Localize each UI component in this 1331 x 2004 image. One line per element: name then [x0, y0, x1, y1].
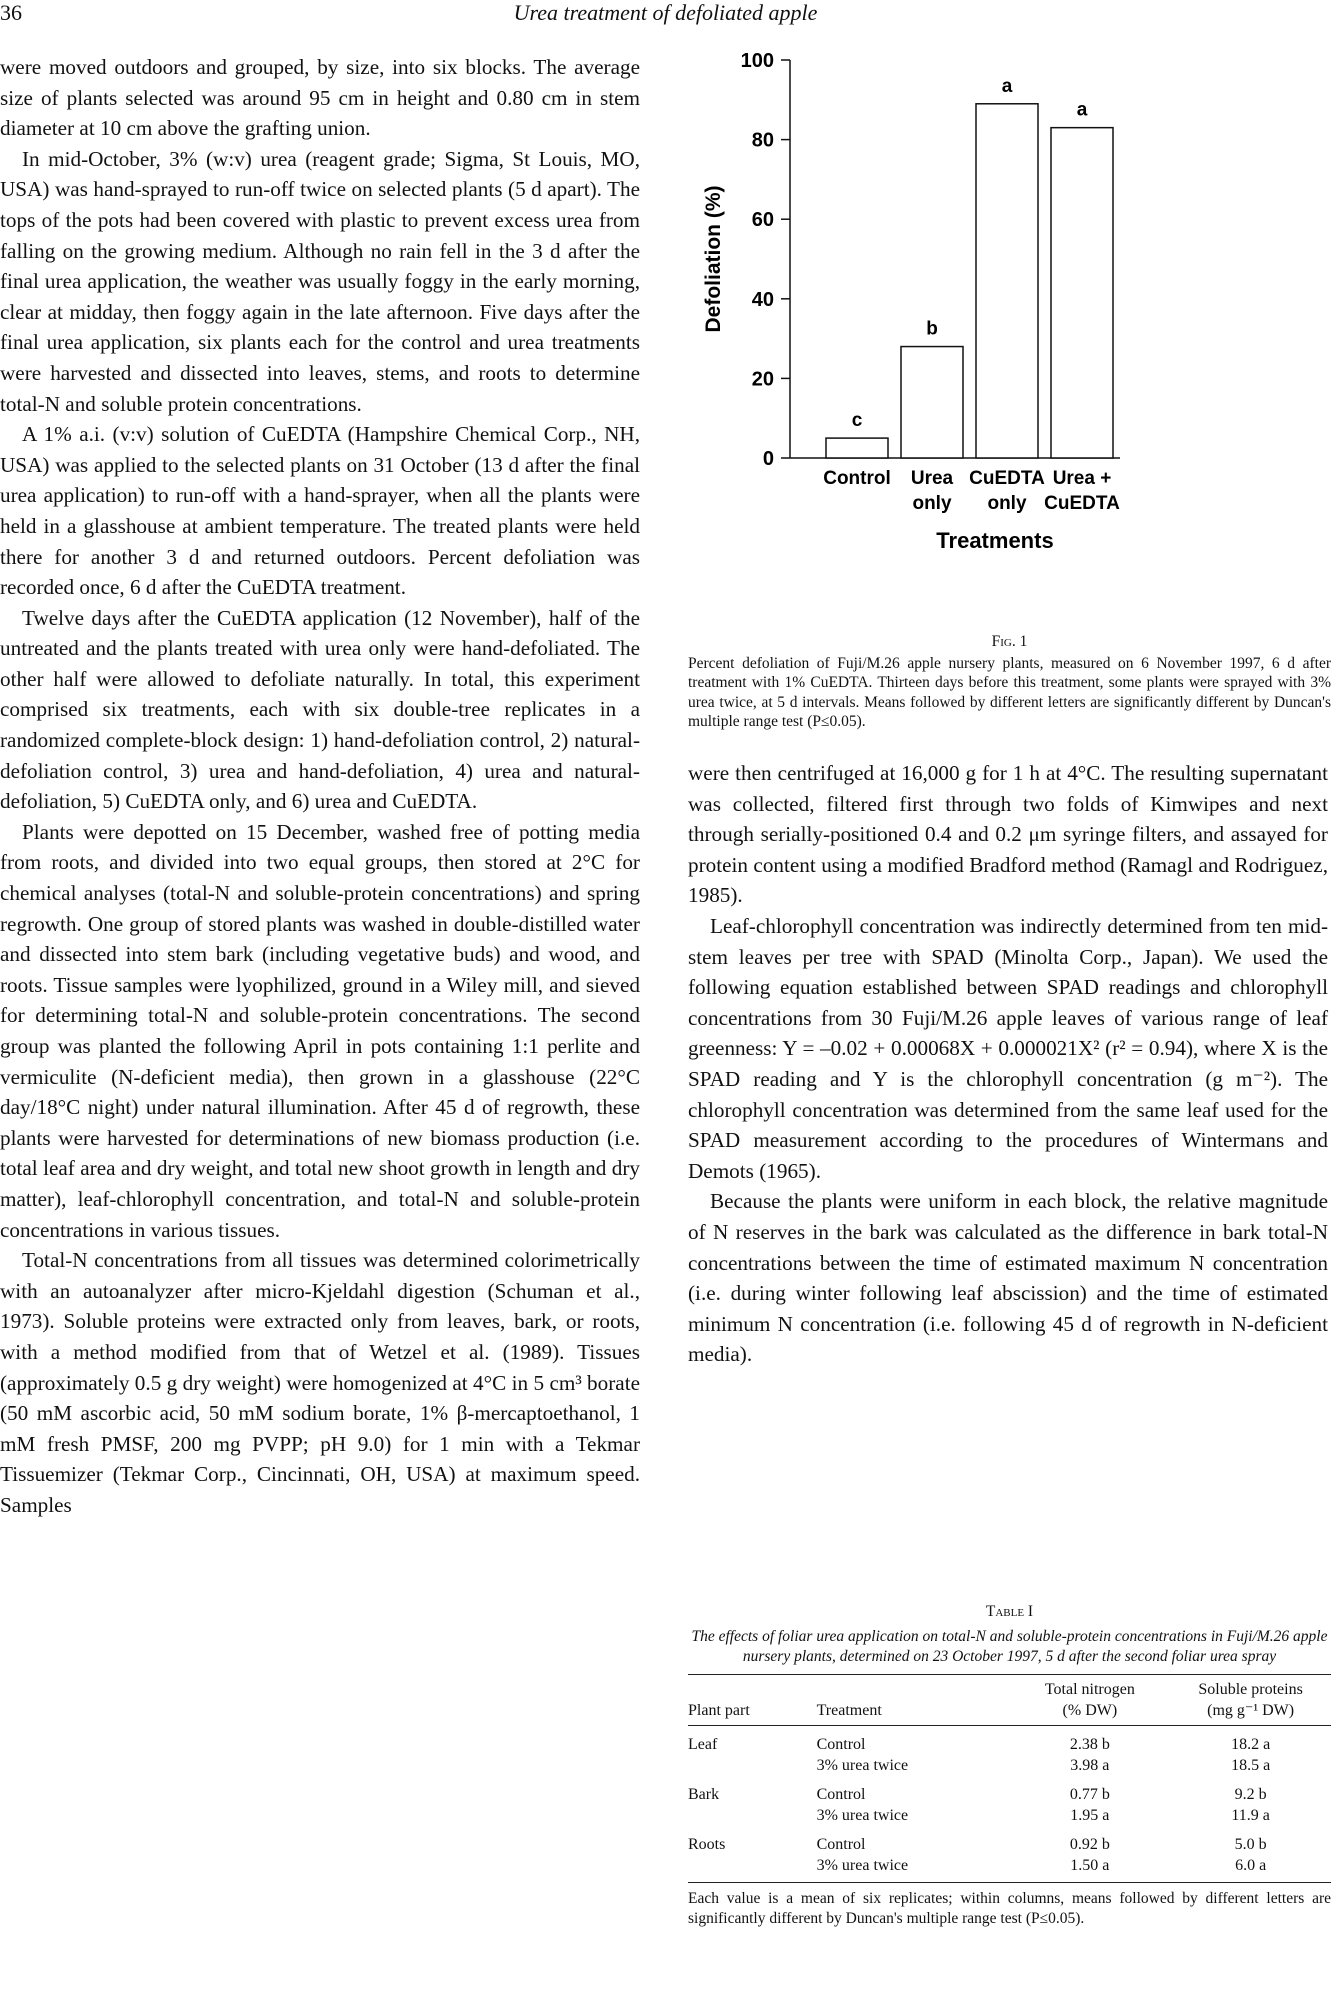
bar-significance-letter: a: [1076, 99, 1088, 121]
header-total-nitrogen-line2: (% DW): [1062, 1702, 1118, 1719]
bar: [1051, 128, 1113, 458]
cell-part: Leaf: [688, 1736, 718, 1753]
bar-significance-letter: c: [851, 410, 863, 432]
cell-total-n: 1.50 a: [1070, 1857, 1110, 1874]
header-plant-part: Plant part: [688, 1702, 750, 1719]
paragraph: Because the plants were uniform in each block, the relative magnitude of N reserves in the bark was calculated as the difference in bark total-N concentrations between the time of estimated maximum N concentration (i.e. during winter following leaf abscission) and the time of estimated minimum N concentration (i.e. following 45 d of regrowth in N-deficient media).: [688, 1189, 1328, 1367]
table-row: [688, 1855, 1331, 1883]
cell-part: [688, 1805, 817, 1826]
figure-1: [688, 52, 1331, 732]
table-1: [688, 1603, 1331, 1928]
figure-caption: [688, 632, 1331, 732]
cell-total-n: 0.77 b: [1069, 1786, 1110, 1803]
header-soluble-proteins-line1: Soluble proteins: [1198, 1681, 1303, 1698]
table-row: [688, 1826, 1331, 1855]
x-tick-label: Urea: [910, 468, 954, 489]
x-tick-label: CuEDTA: [969, 468, 1045, 489]
y-tick-label: 40: [751, 288, 774, 311]
cell-part: [688, 1755, 817, 1776]
paragraph: were then centrifuged at 16,000 g for 1 h at 4°C. The resulting supernatant was collected, filtered first through two folds of Kimwipes and next through serially-positioned 0.4 and 0.2 μm syringe filters, and assayed for protein content using a modified Bradford method (Ramagl and Rodriguez, 1985).: [688, 761, 1328, 908]
x-tick-label: Urea +: [1052, 468, 1112, 489]
paragraph: were moved outdoors and grouped, by size, into six blocks. The average size of plants selected was around 95 cm in height and 0.80 cm in stem diameter at 10 cm above the grafting union.: [0, 55, 640, 141]
x-tick-label: only: [987, 493, 1027, 514]
table-row: [688, 1776, 1331, 1805]
y-axis-label: Defoliation (%): [702, 185, 725, 333]
bar-significance-letter: a: [1001, 75, 1013, 97]
header-total-nitrogen-line1: Total nitrogen: [1044, 1681, 1135, 1698]
table-row: [688, 1726, 1331, 1756]
cell-part: Roots: [688, 1836, 726, 1853]
right-column: [688, 758, 1328, 1370]
header-treatment: Treatment: [816, 1702, 882, 1719]
bar-significance-letter: b: [926, 318, 938, 340]
cell-part: Bark: [688, 1786, 720, 1803]
cell-protein: 11.9 a: [1231, 1807, 1270, 1824]
table-row: [688, 1755, 1331, 1776]
paragraph: In mid-October, 3% (w:v) urea (reagent grade; Sigma, St Louis, MO, USA) was hand-sprayed to run-off twice on selected plants (5 d apart). The tops of the pots had been covered with plastic to prevent excess urea from falling on the growing medium. Although no rain fell in the 3 d after the final urea application, the weather was usually foggy in the early morning, clear at midday, then foggy again in the late afternoon. Five days after the final urea application, six plants each for the control and urea treatments were harvested and dissected into leaves, stems, and roots to determine total-N and soluble protein concentrations.: [0, 146, 640, 416]
cell-protein: 18.5 a: [1231, 1757, 1271, 1774]
cell-treatment: 3% urea twice: [816, 1857, 909, 1874]
y-tick-label: 80: [751, 129, 774, 152]
page-number: 36: [0, 0, 22, 25]
bar: [976, 104, 1038, 458]
cell-treatment: 3% urea twice: [816, 1757, 909, 1774]
y-tick-label: 60: [751, 209, 774, 232]
table-row: [688, 1805, 1331, 1826]
left-column: [0, 52, 640, 1521]
y-tick-label: 100: [740, 52, 774, 72]
cell-treatment: Control: [816, 1786, 866, 1803]
table-caption: The effects of foliar urea application on total-N and soluble-protein concentrations in Fuji/M.26 apple nursery plants, determined on 23 October 1997, 5 d after the second foliar urea spray: [691, 1628, 1328, 1665]
y-tick-label: 20: [751, 368, 774, 391]
running-title: Urea treatment of defoliated apple: [513, 0, 818, 25]
paragraph: Total-N concentrations from all tissues was determined colorimetrically with an autoanalyzer after micro-Kjeldahl digestion (Schuman et al., 1973). Soluble proteins were extracted only from leaves, bark, or roots, with a method modified from that of Wetzel et al. (1989). Tissues (approximately 0.5 g dry weight) were homogenized at 4°C in 5 cm³ borate (50 mM ascorbic acid, 50 mM sodium borate, 1% β-mercaptoethanol, 1 mM fresh PMSF, 200 mg PVPP; pH 9.0) for 1 min with a Tekmar Tissuemizer (Tekmar Corp., Cincinnati, OH, USA) at maximum speed. Samples: [0, 1248, 640, 1517]
paragraph: Plants were depotted on 15 December, washed free of potting media from roots, and divided into two equal groups, then stored at 2°C for chemical analyses (total-N and soluble-protein concentrations) and spring regrowth. One group of stored plants was washed in double-distilled water and dissected into stem bark (including vegetative buds) and wood, and roots. Tissue samples were lyophilized, ground in a Wiley mill, and sieved for determining total-N and soluble-protein concentrations. The second group was planted the following April in pots containing 1:1 perlite and vermiculite (N-deficient media), then grown in a glasshouse (22°C day/18°C night) under natural illumination. After 45 d of regrowth, these plants were harvested for determinations of new biomass production (i.e. total leaf area and dry weight, and total new shoot growth in length and dry matter), leaf-chlorophyll concentration, and total-N and soluble-protein concentrations in various tissues.: [0, 819, 640, 1242]
cell-total-n: 2.38 b: [1069, 1736, 1110, 1753]
x-tick-label: CuEDTA: [1044, 493, 1120, 514]
defoliation-bar-chart: [688, 52, 1331, 612]
cell-treatment: Control: [816, 1736, 866, 1753]
cell-total-n: 0.92 b: [1069, 1836, 1110, 1853]
paragraph: Twelve days after the CuEDTA application (12 November), half of the untreated and the plants treated with urea only were hand-defoliated. The other half were allowed to defoliate naturally. In total, this experiment comprised six treatments, each with six double-tree replicates in a randomized complete-block design: 1) hand-defoliation control, 2) natural-defoliation control, 3) urea and hand-defoliation, 4) urea and natural-defoliation, 5) CuEDTA only, and 6) urea and CuEDTA.: [0, 605, 640, 814]
cell-total-n: 1.95 a: [1070, 1807, 1110, 1824]
cell-protein: 5.0 b: [1234, 1836, 1267, 1853]
figure-label: Fig. 1: [991, 633, 1028, 650]
header-total-nitrogen: [1009, 1675, 1170, 1726]
table-header-row: [688, 1675, 1331, 1726]
x-tick-label: Control: [823, 468, 891, 489]
cell-treatment: 3% urea twice: [816, 1807, 909, 1824]
paragraph: A 1% a.i. (v:v) solution of CuEDTA (Hampshire Chemical Corp., NH, USA) was applied to the selected plants on 31 October (13 d after the final urea application) to run-off with a hand-sprayer, when all the plants were held in a glasshouse at ambient temperature. The treated plants were held there for another 3 d and returned outdoors. Percent defoliation was recorded once, 6 d after the CuEDTA treatment.: [0, 422, 640, 600]
figure-caption-text: Percent defoliation of Fuji/M.26 apple nursery plants, measured on 6 November 1997, 6 d after treatment with 1% CuEDTA. Thirteen days before this treatment, some plants were sprayed with 3% urea twice, at 5 d intervals. Means followed by different letters are significantly different by Duncan's multiple range test (P≤0.05).: [688, 654, 1331, 730]
bar: [826, 438, 888, 458]
cell-total-n: 3.98 a: [1070, 1757, 1110, 1774]
cell-treatment: Control: [816, 1836, 866, 1853]
cell-protein: 6.0 a: [1235, 1857, 1267, 1874]
x-axis-label: Treatments: [936, 528, 1054, 553]
running-header: [0, 0, 1331, 28]
cell-protein: 9.2 b: [1234, 1786, 1267, 1803]
cell-part: [688, 1855, 817, 1883]
x-tick-label: only: [912, 493, 952, 514]
y-tick-label: 0: [762, 448, 774, 470]
table-footnote: Each value is a mean of six replicates; within columns, means followed by different letters are significantly different by Duncan's multiple range test (P≤0.05).: [688, 1890, 1331, 1927]
paragraph: Leaf-chlorophyll concentration was indirectly determined from ten mid-stem leaves per tree with SPAD (Minolta Corp., Japan). We used the following equation established between SPAD readings and chlorophyll concentrations from 30 Fuji/M.26 apple leaves of various range of leaf greenness: Y = –0.02 + 0.00068X + 0.000021X² (r² = 0.94), where X is the SPAD reading and Y is the chlorophyll concentration (g m⁻²). The chlorophyll concentration was determined from the same leaf used for the SPAD measurement according to the procedures of Wintermans and Demots (1965).: [688, 913, 1328, 1183]
cell-protein: 18.2 a: [1231, 1736, 1271, 1753]
bar: [901, 347, 963, 458]
table-title: Table I: [985, 1603, 1034, 1620]
header-soluble-proteins: [1170, 1675, 1331, 1726]
header-soluble-proteins-line2: (mg g⁻¹ DW): [1207, 1702, 1295, 1719]
data-table: [688, 1674, 1331, 1883]
